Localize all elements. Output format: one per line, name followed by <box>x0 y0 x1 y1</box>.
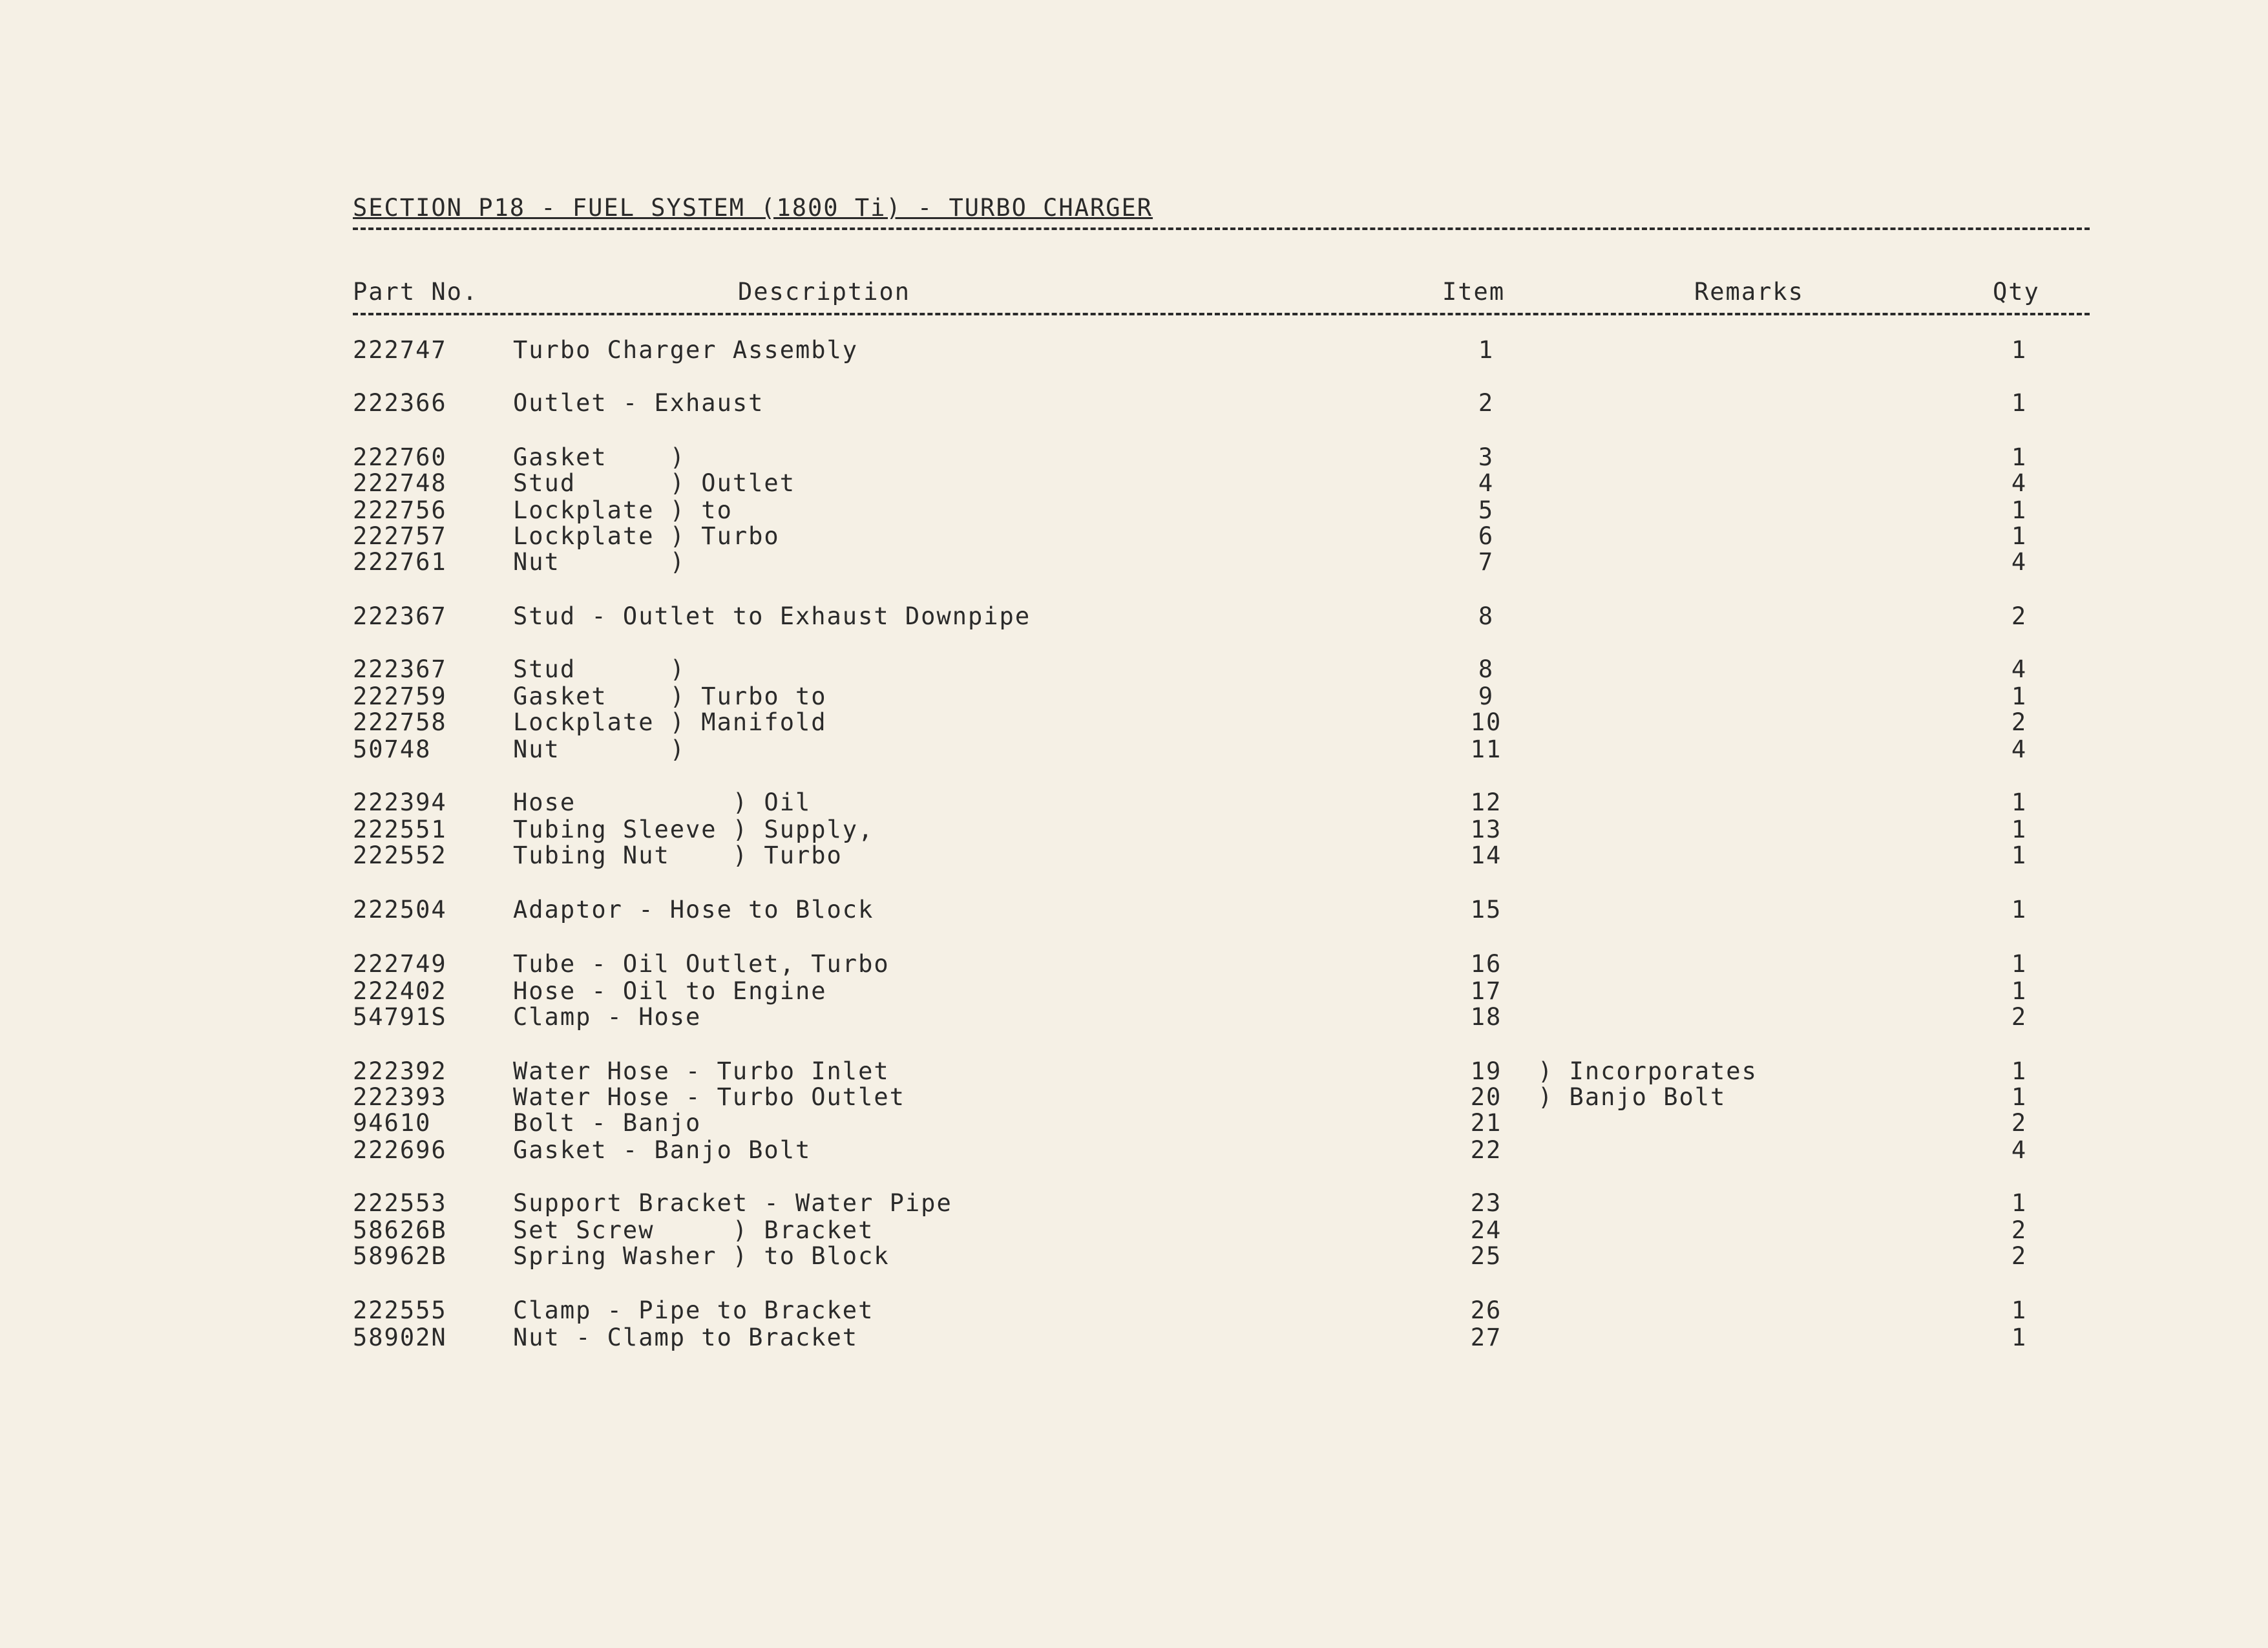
part-number: 58962B <box>353 1242 447 1270</box>
header-description: Description <box>738 278 911 306</box>
quantity: 2 <box>2011 1109 2028 1137</box>
item-number: 12 <box>1470 788 1502 816</box>
part-description: Tubing Sleeve ) Supply, <box>513 816 874 843</box>
quantity: 2 <box>2011 602 2028 630</box>
part-number: 222696 <box>353 1136 447 1164</box>
header-remarks: Remarks <box>1694 278 1804 306</box>
part-number: 58902N <box>353 1324 447 1351</box>
table-row <box>0 1296 2268 1325</box>
item-number: 24 <box>1470 1216 1502 1244</box>
table-row <box>0 389 2268 417</box>
item-number: 19 <box>1470 1057 1502 1085</box>
part-number: 222393 <box>353 1083 447 1111</box>
part-description: Clamp - Pipe to Bracket <box>513 1296 874 1324</box>
part-number: 222402 <box>353 977 447 1005</box>
part-description: Turbo Charger Assembly <box>513 336 859 364</box>
part-description: Water Hose - Turbo Outlet <box>513 1083 905 1111</box>
header-item: Item <box>1442 278 1506 306</box>
item-number: 20 <box>1470 1083 1502 1111</box>
table-row <box>0 655 2268 684</box>
quantity: 2 <box>2011 1216 2028 1244</box>
part-description: Gasket - Banjo Bolt <box>513 1136 812 1164</box>
quantity: 1 <box>2011 841 2028 869</box>
item-number: 25 <box>1470 1242 1502 1270</box>
part-description: Bolt - Banjo <box>513 1109 702 1137</box>
part-number: 222761 <box>353 548 447 576</box>
part-description: Water Hose - Turbo Inlet <box>513 1057 890 1085</box>
part-number: 54791S <box>353 1003 447 1031</box>
table-row <box>0 1324 2268 1352</box>
table-row <box>0 735 2268 764</box>
item-number: 11 <box>1470 735 1502 763</box>
part-number: 222394 <box>353 788 447 816</box>
quantity: 1 <box>2011 788 2028 816</box>
table-row <box>0 841 2268 870</box>
part-description: Outlet - Exhaust <box>513 389 764 417</box>
quantity: 1 <box>2011 389 2028 417</box>
item-number: 1 <box>1478 336 1495 364</box>
table-row <box>0 816 2268 844</box>
remarks: ) Incorporates <box>1538 1057 1758 1085</box>
header-part-no: Part No. <box>353 278 479 306</box>
part-description: Clamp - Hose <box>513 1003 702 1031</box>
part-description: Hose - Oil to Engine <box>513 977 827 1005</box>
item-number: 7 <box>1478 548 1495 576</box>
part-number: 222392 <box>353 1057 447 1085</box>
part-description: Lockplate ) Manifold <box>513 708 827 736</box>
quantity: 1 <box>2011 682 2028 710</box>
quantity: 1 <box>2011 1189 2028 1217</box>
item-number: 10 <box>1470 708 1502 736</box>
item-number: 8 <box>1478 655 1495 683</box>
part-number: 222553 <box>353 1189 447 1217</box>
part-number: 222757 <box>353 522 447 550</box>
table-row <box>0 1109 2268 1137</box>
quantity: 1 <box>2011 1057 2028 1085</box>
quantity: 1 <box>2011 1324 2028 1351</box>
part-description: Hose ) Oil <box>513 788 812 816</box>
part-number: 222551 <box>353 816 447 843</box>
item-number: 8 <box>1478 602 1495 630</box>
part-number: 94610 <box>353 1109 432 1137</box>
item-number: 9 <box>1478 682 1495 710</box>
part-description: Adaptor - Hose to Block <box>513 896 874 924</box>
quantity: 4 <box>2011 1136 2028 1164</box>
quantity: 1 <box>2011 977 2028 1005</box>
table-row <box>0 708 2268 737</box>
quantity: 4 <box>2011 735 2028 763</box>
table-row <box>0 682 2268 711</box>
part-description: Lockplate ) to <box>513 496 733 524</box>
table-row <box>0 977 2268 1006</box>
table-row <box>0 522 2268 551</box>
quantity: 1 <box>2011 950 2028 978</box>
remarks: ) Banjo Bolt <box>1538 1083 1727 1111</box>
quantity: 1 <box>2011 1083 2028 1111</box>
item-number: 21 <box>1470 1109 1502 1137</box>
part-description: Tube - Oil Outlet, Turbo <box>513 950 890 978</box>
part-number: 222367 <box>353 602 447 630</box>
quantity: 4 <box>2011 655 2028 683</box>
part-number: 222367 <box>353 655 447 683</box>
table-row <box>0 788 2268 817</box>
quantity: 4 <box>2011 548 2028 576</box>
quantity: 1 <box>2011 816 2028 843</box>
quantity: 1 <box>2011 496 2028 524</box>
item-number: 22 <box>1470 1136 1502 1164</box>
part-description: Set Screw ) Bracket <box>513 1216 874 1244</box>
part-description: Stud ) Outlet <box>513 469 795 497</box>
item-number: 4 <box>1478 469 1495 497</box>
header-qty: Qty <box>1993 278 2040 306</box>
quantity: 2 <box>2011 1003 2028 1031</box>
item-number: 6 <box>1478 522 1495 550</box>
part-description: Nut ) <box>513 548 686 576</box>
item-number: 23 <box>1470 1189 1502 1217</box>
part-number: 222759 <box>353 682 447 710</box>
item-number: 15 <box>1470 896 1502 924</box>
part-description: Gasket ) <box>513 443 686 471</box>
part-number: 222366 <box>353 389 447 417</box>
part-description: Support Bracket - Water Pipe <box>513 1189 952 1217</box>
header-divider <box>353 313 2090 315</box>
part-number: 222748 <box>353 469 447 497</box>
quantity: 2 <box>2011 1242 2028 1270</box>
item-number: 16 <box>1470 950 1502 978</box>
part-number: 58626B <box>353 1216 447 1244</box>
table-row <box>0 1242 2268 1271</box>
item-number: 5 <box>1478 496 1495 524</box>
table-row <box>0 548 2268 576</box>
quantity: 1 <box>2011 443 2028 471</box>
part-description: Nut ) <box>513 735 686 763</box>
part-description: Spring Washer ) to Block <box>513 1242 890 1270</box>
table-row <box>0 602 2268 631</box>
table-row <box>0 1216 2268 1245</box>
item-number: 18 <box>1470 1003 1502 1031</box>
quantity: 1 <box>2011 1296 2028 1324</box>
part-description: Stud ) <box>513 655 686 683</box>
table-row <box>0 443 2268 472</box>
section-title: SECTION P18 - FUEL SYSTEM (1800 Ti) - TURBO CHARGER <box>353 194 1153 222</box>
table-row <box>0 1083 2268 1112</box>
quantity: 1 <box>2011 522 2028 550</box>
item-number: 17 <box>1470 977 1502 1005</box>
part-number: 222504 <box>353 896 447 924</box>
table-row <box>0 1003 2268 1031</box>
table-row <box>0 469 2268 498</box>
part-number: 222756 <box>353 496 447 524</box>
part-number: 50748 <box>353 735 432 763</box>
item-number: 3 <box>1478 443 1495 471</box>
table-row <box>0 1136 2268 1165</box>
table-row <box>0 950 2268 978</box>
part-number: 222758 <box>353 708 447 736</box>
item-number: 2 <box>1478 389 1495 417</box>
part-description: Tubing Nut ) Turbo <box>513 841 843 869</box>
part-number: 222749 <box>353 950 447 978</box>
quantity: 4 <box>2011 469 2028 497</box>
part-number: 222555 <box>353 1296 447 1324</box>
table-row <box>0 336 2268 364</box>
part-description: Gasket ) Turbo to <box>513 682 827 710</box>
item-number: 27 <box>1470 1324 1502 1351</box>
quantity: 1 <box>2011 896 2028 924</box>
top-divider <box>353 227 2090 230</box>
quantity: 2 <box>2011 708 2028 736</box>
part-description: Lockplate ) Turbo <box>513 522 780 550</box>
part-number: 222760 <box>353 443 447 471</box>
table-row <box>0 896 2268 924</box>
table-row <box>0 1189 2268 1218</box>
part-number: 222747 <box>353 336 447 364</box>
part-description: Nut - Clamp to Bracket <box>513 1324 859 1351</box>
table-row <box>0 1057 2268 1086</box>
part-description: Stud - Outlet to Exhaust Downpipe <box>513 602 1031 630</box>
item-number: 13 <box>1470 816 1502 843</box>
item-number: 26 <box>1470 1296 1502 1324</box>
part-number: 222552 <box>353 841 447 869</box>
item-number: 14 <box>1470 841 1502 869</box>
quantity: 1 <box>2011 336 2028 364</box>
table-row <box>0 496 2268 525</box>
